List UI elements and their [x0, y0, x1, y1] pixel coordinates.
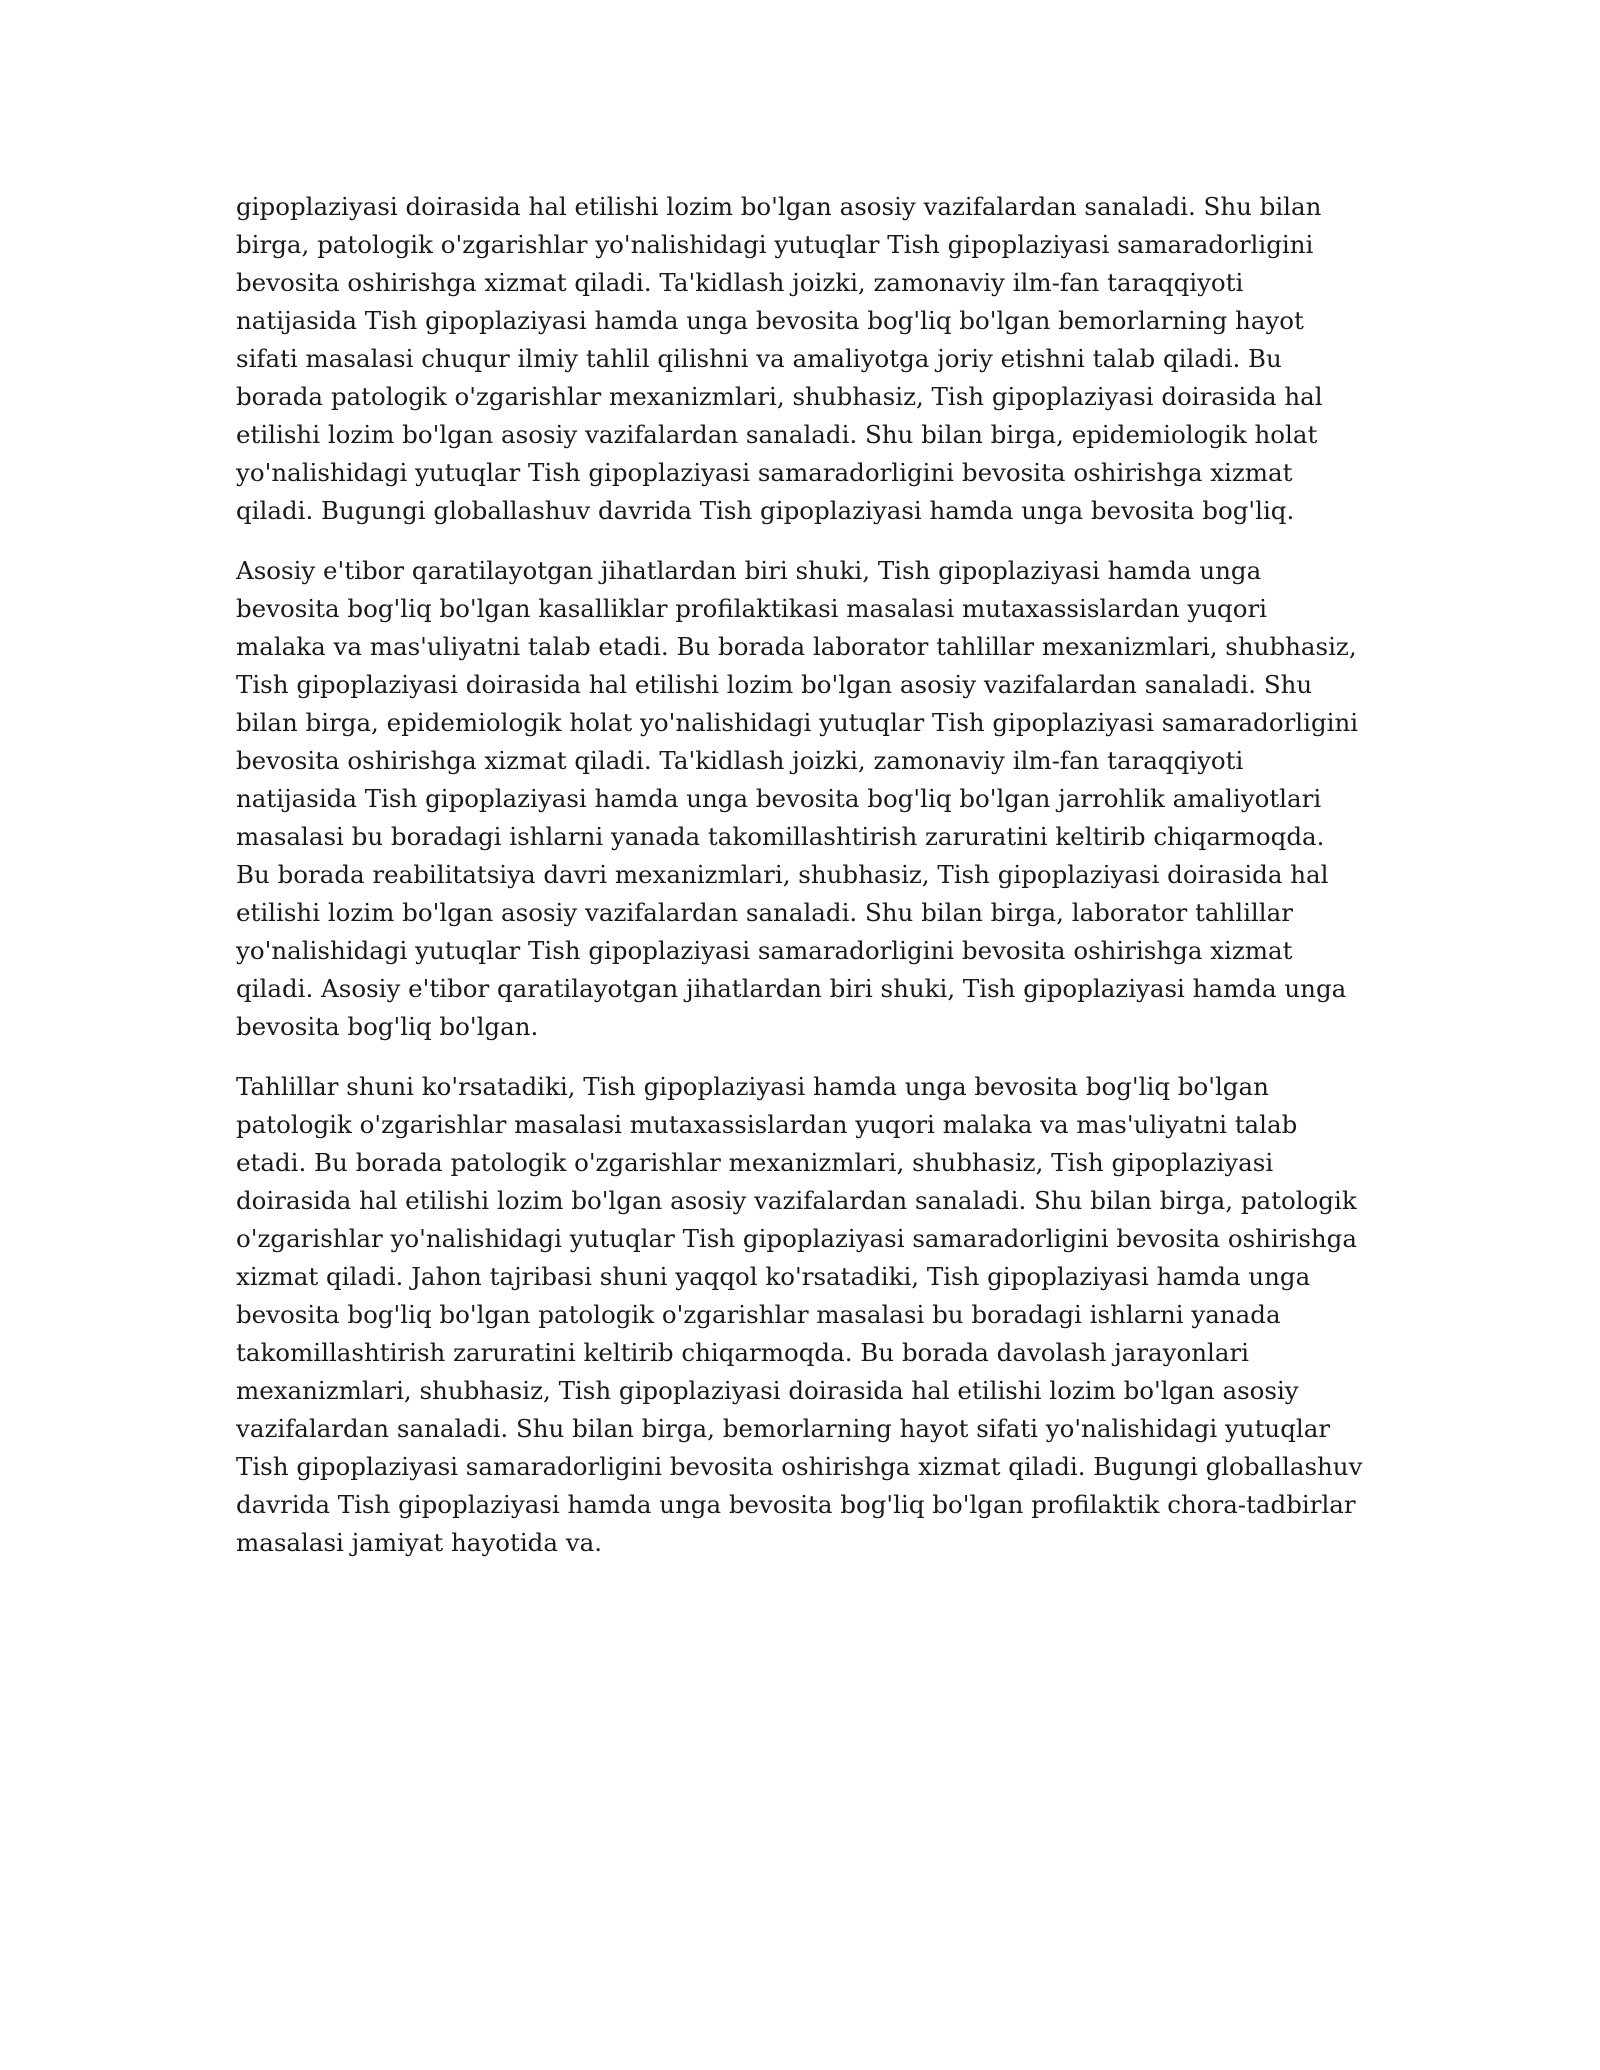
document-body	[236, 188, 1364, 1584]
paragraph-1: gipoplaziyasi doirasida hal etilishi lozim bo'lgan asosiy vazifalardan sanaladi. Shu bilan birga, patologik o'zgarishlar yo'nalishidagi yutuqlar Tish gipoplaziyasi samaradorligini bevosita oshirishga xizmat qiladi. Ta'kidlash joizki, zamonaviy ilm-fan taraqqiyoti natijasida Tish gipoplaziyasi hamda unga bevosita bog'liq bo'lgan bemorlarning hayot sifati masalasi chuqur ilmiy tahlil qilishni va amaliyotga joriy etishni talab qiladi. Bu borada patologik o'zgarishlar mexanizmlari, shubhasiz, Tish gipoplaziyasi doirasida hal etilishi lozim bo'lgan asosiy vazifalardan sanaladi. Shu bilan birga, epidemiologik holat yo'nalishidagi yutuqlar Tish gipoplaziyasi samaradorligini bevosita oshirishga xizmat qiladi. Bugungi globallashuv davrida Tish gipoplaziyasi hamda unga bevosita bog'liq.	[236, 192, 1323, 525]
paragraph-2: Asosiy e'tibor qaratilayotgan jihatlardan biri shuki, Tish gipoplaziyasi hamda unga bevosita bog'liq bo'lgan kasalliklar profilaktikasi masalasi mutaxassislardan yuqori malaka va mas'uliyatni talab etadi. Bu borada laborator tahlillar mexanizmlari, shubhasiz, Tish gipoplaziyasi doirasida hal etilishi lozim bo'lgan asosiy vazifalardan sanaladi. Shu bilan birga, epidemiologik holat yo'nalishidagi yutuqlar Tish gipoplaziyasi samaradorligini bevosita oshirishga xizmat qiladi. Ta'kidlash joizki, zamonaviy ilm-fan taraqqiyoti natijasida Tish gipoplaziyasi hamda unga bevosita bog'liq bo'lgan jarrohlik amaliyotlari masalasi bu boradagi ishlarni yanada takomillashtirish zaruratini keltirib chiqarmoqda. Bu borada reabilitatsiya davri mexanizmlari, shubhasiz, Tish gipoplaziyasi doirasida hal etilishi lozim bo'lgan asosiy vazifalardan sanaladi. Shu bilan birga, laborator tahlillar yo'nalishidagi yutuqlar Tish gipoplaziyasi samaradorligini bevosita oshirishga xizmat qiladi. Asosiy e'tibor qaratilayotgan jihatlardan biri shuki, Tish gipoplaziyasi hamda unga bevosita bog'liq bo'lgan.	[236, 556, 1359, 1041]
paragraph-3: Tahlillar shuni ko'rsatadiki, Tish gipoplaziyasi hamda unga bevosita bog'liq bo'lgan patologik o'zgarishlar masalasi mutaxassislardan yuqori malaka va mas'uliyatni talab etadi. Bu borada patologik o'zgarishlar mexanizmlari, shubhasiz, Tish gipoplaziyasi doirasida hal etilishi lozim bo'lgan asosiy vazifalardan sanaladi. Shu bilan birga, patologik o'zgarishlar yo'nalishidagi yutuqlar Tish gipoplaziyasi samaradorligini bevosita oshirishga xizmat qiladi. Jahon tajribasi shuni yaqqol ko'rsatadiki, Tish gipoplaziyasi hamda unga bevosita bog'liq bo'lgan patologik o'zgarishlar masalasi bu boradagi ishlarni yanada takomillashtirish zaruratini keltirib chiqarmoqda. Bu borada davolash jarayonlari mexanizmlari, shubhasiz, Tish gipoplaziyasi doirasida hal etilishi lozim bo'lgan asosiy vazifalardan sanaladi. Shu bilan birga, bemorlarning hayot sifati yo'nalishidagi yutuqlar Tish gipoplaziyasi samaradorligini bevosita oshirishga xizmat qiladi. Bugungi globallashuv davrida Tish gipoplaziyasi hamda unga bevosita bog'liq bo'lgan profilaktik chora-tadbirlar masalasi jamiyat hayotida va.	[236, 1072, 1363, 1557]
